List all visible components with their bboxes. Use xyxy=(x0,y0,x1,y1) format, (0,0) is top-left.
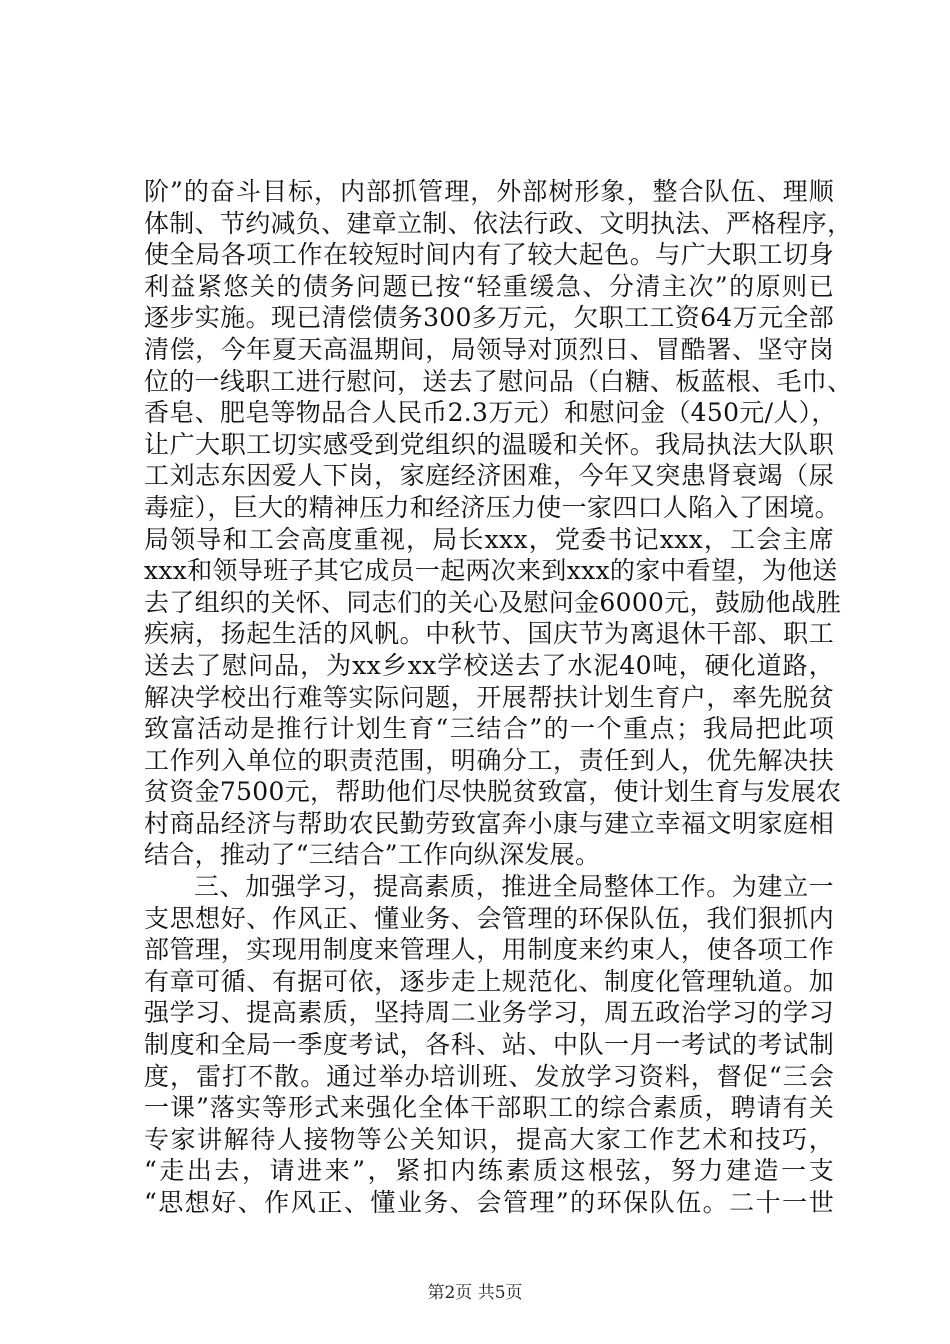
text-line: 解决学校出行难等实际问题，开展帮扶计划生育户，率先脱贫 xyxy=(144,682,834,712)
text-line: 有章可循、有据可依，逐步走上规范化、制度化管理轨道。加 xyxy=(144,966,834,996)
text-line: 阶”的奋斗目标，内部抓管理，外部树形象，整合队伍、理顺 xyxy=(144,177,834,206)
text-line: 送去了慰问品，为xx乡xx学校送去了水泥40吨，硬化道路， xyxy=(144,650,834,680)
text-line: 致富活动是推行计划生育“三结合”的一个重点；我局把此项 xyxy=(144,714,834,744)
text-line: 让广大职工切实感受到党组织的温暖和关怀。我局执法大队职 xyxy=(144,429,834,459)
text-line: 结合，推动了“三结合”工作向纵深发展。 xyxy=(144,840,601,870)
text-line: 制度和全局一季度考试，各科、站、中队一月一考试的考试制 xyxy=(144,1030,834,1060)
text-line: xxx和领导班子其它成员一起两次来到xxx的家中看望，为他送 xyxy=(144,556,838,586)
text-line: 村商品经济与帮助农民勤劳致富奔小康与建立幸福文明家庭相 xyxy=(144,808,834,838)
text-line: 强学习、提高素质，坚持周二业务学习，周五政治学习的学习 xyxy=(144,998,834,1028)
text-line: 清偿，今年夏天高温期间，局领导对顶烈日、冒酷署、坚守岗 xyxy=(144,334,834,364)
text-line: 局领导和工会高度重视，局长xxx，党委书记xxx，工会主席 xyxy=(144,524,834,554)
paragraph-start-line: 三、加强学习，提高素质，推进全局整体工作。为建立一 xyxy=(194,872,834,902)
page-number-footer: 第2页 共5页 xyxy=(427,1283,523,1303)
text-line: 贫资金7500元，帮助他们尽快脱贫致富，使计划生育与发展农 xyxy=(144,777,842,807)
text-line: 工刘志东因爱人下岗，家庭经济困难，今年又突患肾衰竭（尿 xyxy=(144,461,834,491)
text-line: 香皂、肥皂等物品合人民币2.3万元）和慰问金（450元/人）， xyxy=(144,398,837,428)
text-line: 位的一线职工进行慰问，送去了慰问品（白糖、板蓝根、毛巾、 xyxy=(144,366,853,396)
text-line: “走出去，请进来”，紧扣内练素质这根弦，努力建造一支 xyxy=(144,1156,834,1186)
text-line: 一课”落实等形式来强化全体干部职工的综合素质，聘请有关 xyxy=(144,1093,834,1123)
text-line: 疾病，扬起生活的风帆。中秋节、国庆节为离退休干部、职工 xyxy=(144,619,834,649)
text-line: 去了组织的关怀、同志们的关心及慰问金6000元，鼓励他战胜 xyxy=(144,587,842,617)
text-line: 部管理，实现用制度来管理人，用制度来约束人，使各项工作 xyxy=(144,935,834,965)
text-line: 支思想好、作风正、懂业务、会管理的环保队伍，我们狠抓内 xyxy=(144,903,834,933)
text-line: 使全局各项工作在较短时间内有了较大起色。与广大职工切身 xyxy=(144,240,834,270)
text-line: 工作列入单位的职责范围，明确分工，责任到人，优先解决扶 xyxy=(144,745,834,775)
text-line: “思想好、作风正、懂业务、会管理”的环保队伍。二十一世 xyxy=(144,1188,834,1217)
text-line: 度，雷打不散。通过举办培训班、发放学习资料，督促“三会 xyxy=(144,1061,834,1091)
text-line: 体制、节约减负、建章立制、依法行政、文明执法、严格程序， xyxy=(144,208,853,238)
text-line: 毒症），巨大的精神压力和经济压力使一家四口人陷入了困境。 xyxy=(144,492,840,522)
text-line: 专家讲解待人接物等公关知识，提高大家工作艺术和技巧， xyxy=(144,1124,834,1154)
text-line: 利益紧悠关的债务问题已按“轻重缓急、分清主次”的原则已 xyxy=(144,271,834,301)
body-text xyxy=(144,176,853,1219)
text-line: 逐步实施。现已清偿债务300多万元，欠职工工资64万元全部 xyxy=(144,303,834,333)
